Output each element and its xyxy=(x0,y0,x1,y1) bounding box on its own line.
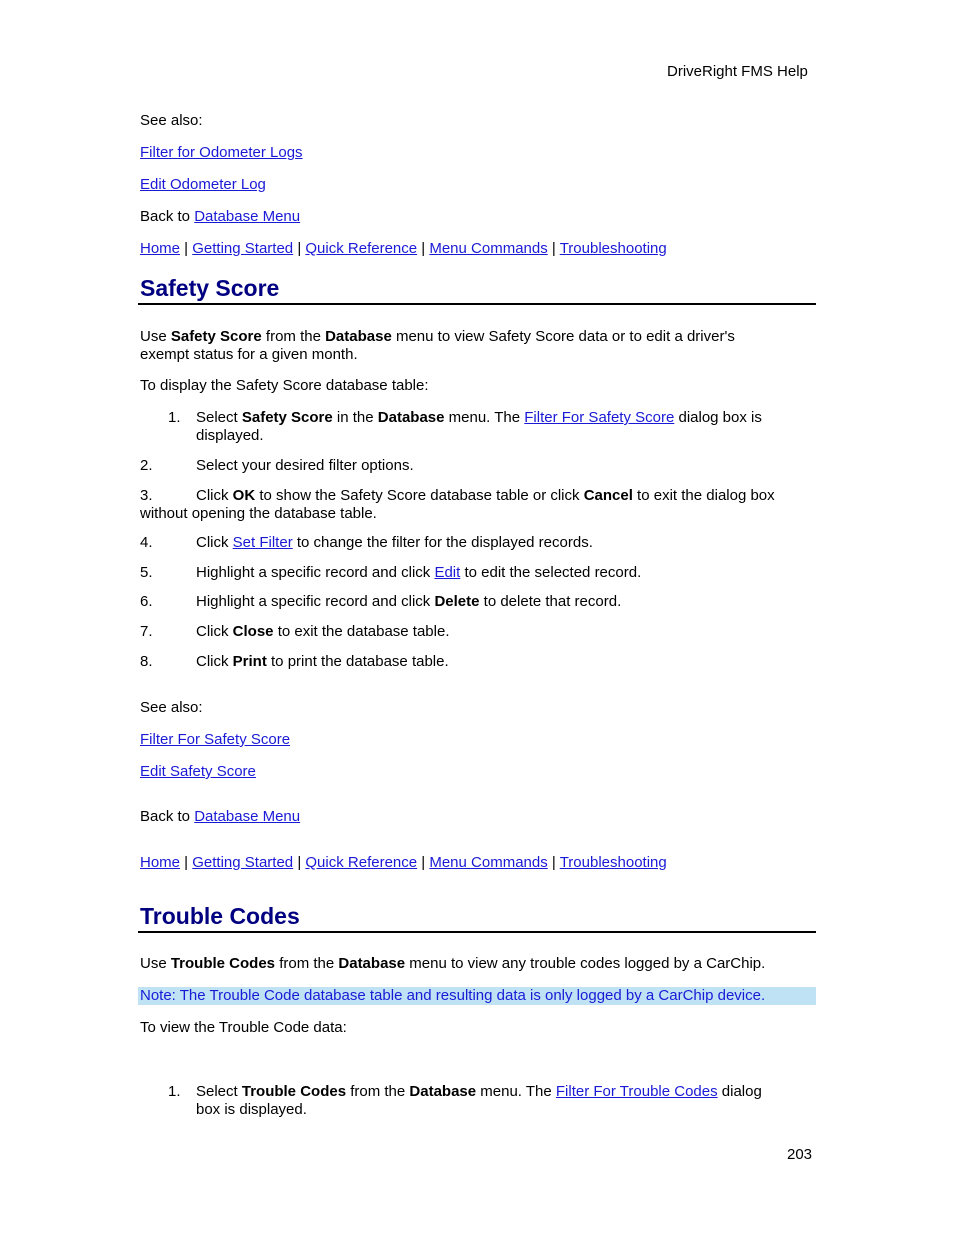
step-7-text: Click Close to exit the database table. xyxy=(196,623,450,640)
trouble-step-1-text: Select Trouble Codes from the Database menu. The Filter For Trouble Codes dialog xyxy=(196,1083,762,1100)
link-edit-safety-score[interactable]: Edit Safety Score xyxy=(140,763,256,780)
link-filter-for-safety-score[interactable]: Filter For Safety Score xyxy=(524,409,675,426)
nav-troubleshooting[interactable]: Troubleshooting xyxy=(559,240,667,257)
see-also-label: See also: xyxy=(140,699,203,716)
nav-troubleshooting[interactable]: Troubleshooting xyxy=(559,854,667,871)
heading-rule xyxy=(138,303,816,305)
step-1-text: Select Safety Score in the Database menu. The Filter For Safety Score dialog box is xyxy=(196,409,762,426)
nav-quick-reference[interactable]: Quick Reference xyxy=(305,240,418,257)
step-8-number: 8. xyxy=(140,653,153,670)
step-4-number: 4. xyxy=(140,534,153,551)
page-number: 203 xyxy=(787,1146,813,1163)
see-also-label: See also: xyxy=(140,112,203,129)
safety-intro-line2: exempt status for a given month. xyxy=(140,346,358,363)
nav-home[interactable]: Home xyxy=(140,240,181,257)
step-5-text: Highlight a specific record and click Edit to edit the selected record. xyxy=(196,564,642,581)
heading-trouble-codes: Trouble Codes xyxy=(140,903,300,929)
link-filter-for-trouble-codes[interactable]: Filter For Trouble Codes xyxy=(555,1083,718,1100)
link-filter-for-safety-score-2[interactable]: Filter For Safety Score xyxy=(140,731,291,748)
step-2-text: Select your desired filter options. xyxy=(196,457,414,474)
link-edit[interactable]: Edit xyxy=(434,564,461,581)
back-to-line: Back to Database Menu xyxy=(140,208,301,225)
nav-home[interactable]: Home xyxy=(140,854,181,871)
heading-rule-2 xyxy=(138,931,816,933)
trouble-step-1-number: 1. xyxy=(168,1083,181,1100)
step-1-text-line2: displayed. xyxy=(196,427,264,444)
nav-getting-started[interactable]: Getting Started xyxy=(192,854,294,871)
step-3-number: 3. xyxy=(140,487,153,504)
safety-intro-line1: Use Safety Score from the Database menu to view Safety Score data or to edit a driver's xyxy=(140,328,735,345)
link-edit-odometer-log[interactable]: Edit Odometer Log xyxy=(140,176,266,193)
nav-menu-commands[interactable]: Menu Commands xyxy=(429,854,548,871)
step-3-text: Click OK to show the Safety Score database table or click Cancel to exit the dialog box xyxy=(196,487,775,504)
running-header: DriveRight FMS Help xyxy=(667,63,808,80)
link-set-filter[interactable]: Set Filter xyxy=(232,534,293,551)
step-8-text: Click Print to print the database table. xyxy=(196,653,449,670)
back-to-line: Back to Database Menu xyxy=(140,808,301,825)
note-text: Note: The Trouble Code database table and resulting data is only logged by a CarChip device. xyxy=(140,987,766,1004)
step-6-number: 6. xyxy=(140,593,153,610)
display-label: To display the Safety Score database table: xyxy=(140,377,429,394)
step-1-number: 1. xyxy=(168,409,181,426)
step-5-number: 5. xyxy=(140,564,153,581)
view-label: To view the Trouble Code data: xyxy=(140,1019,347,1036)
step-7-number: 7. xyxy=(140,623,153,640)
nav-menu-commands[interactable]: Menu Commands xyxy=(429,240,548,257)
step-3-text-line2: without opening the database table. xyxy=(140,505,377,522)
nav-bar-2: Home | Getting Started | Quick Reference | Menu Commands | Troubleshooting xyxy=(140,854,667,871)
trouble-step-1-text-line2: box is displayed. xyxy=(196,1101,307,1118)
nav-bar: Home | Getting Started | Quick Reference | Menu Commands | Troubleshooting xyxy=(140,240,667,257)
nav-getting-started[interactable]: Getting Started xyxy=(192,240,294,257)
step-4-text: Click Set Filter to change the filter for the displayed records. xyxy=(196,534,593,551)
heading-safety-score: Safety Score xyxy=(140,275,280,301)
link-filter-odometer-logs[interactable]: Filter for Odometer Logs xyxy=(140,144,303,161)
step-6-text: Highlight a specific record and click Delete to delete that record. xyxy=(196,593,622,610)
trouble-intro: Use Trouble Codes from the Database menu to view any trouble codes logged by a CarChip. xyxy=(140,955,766,972)
link-database-menu[interactable]: Database Menu xyxy=(194,208,301,225)
link-database-menu-2[interactable]: Database Menu xyxy=(194,808,301,825)
nav-quick-reference[interactable]: Quick Reference xyxy=(305,854,418,871)
step-2-number: 2. xyxy=(140,457,153,474)
